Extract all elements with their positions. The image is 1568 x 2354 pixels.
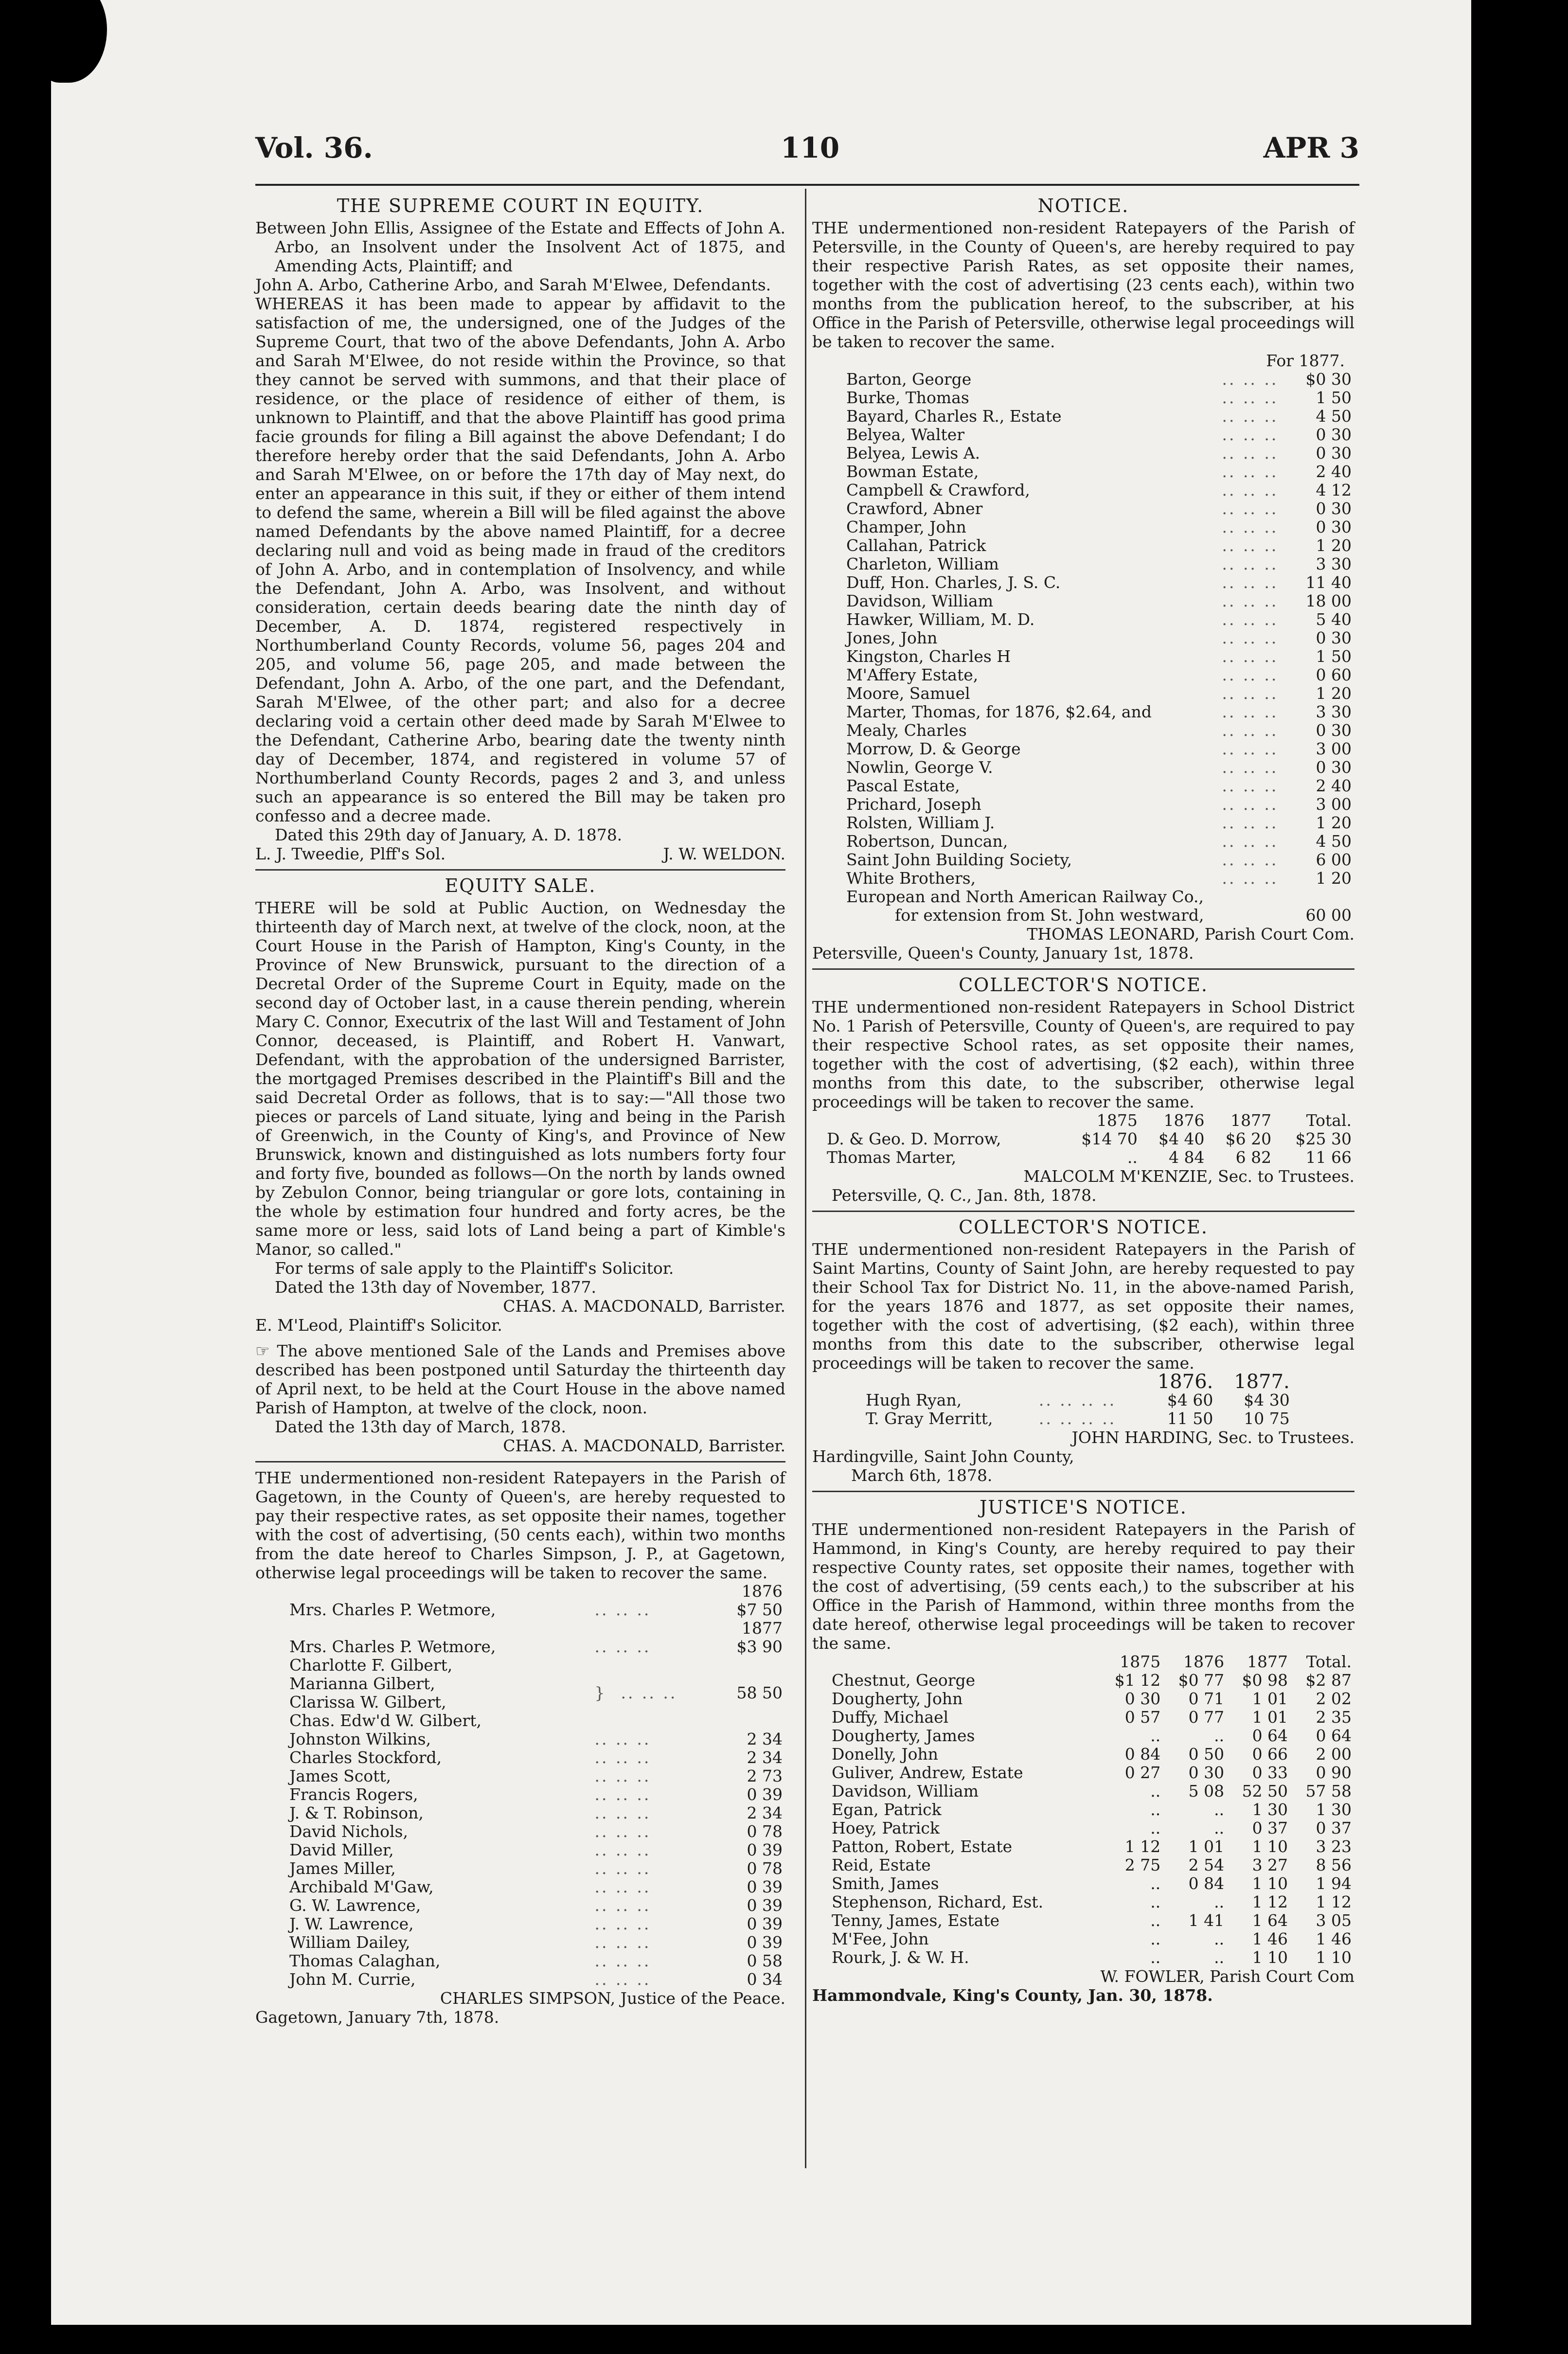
table-row: Egan, Patrick .. .. 1 30 1 30 [832,1800,1352,1819]
commissioner-signature: THOMAS LEONARD, Parish Court Com. [1027,925,1354,944]
table-row: Davidson, William .. .. .. 18 00 [846,591,1352,610]
volume-label: Vol. 36. [255,131,373,164]
table-row: Johnston Wilkins, .. .. .. 2 34 [289,1730,783,1748]
section-rule [255,869,785,871]
table-row: for extension from St. John westward, 60 00 [895,906,1352,925]
section-title: JUSTICE'S NOTICE. [980,1497,1187,1518]
section-title: NOTICE. [1037,195,1129,216]
table-row: John M. Currie, .. .. .. 0 34 [289,1970,783,1989]
table-row: David Nichols, .. .. .. 0 78 [289,1822,783,1841]
secretary-signature: JOHN HARDING, Sec. to Trustees. [1071,1428,1354,1447]
commissioner-signature: W. FOWLER, Parish Court Com [1100,1967,1354,1986]
dated-line: Hammondvale, King's County, Jan. 30, 1878. [812,1986,1213,2005]
table-row: Hugh Ryan, .. .. .. .. $4 60 $4 30 [866,1391,1290,1409]
table-row: G. W. Lawrence, .. .. .. 0 39 [289,1896,783,1915]
newspaper-page [51,0,1471,2325]
table-row: Dougherty, James .. .. 0 64 0 64 [832,1726,1352,1745]
table-row: Kingston, Charles H .. .. .. 1 50 [846,647,1352,666]
table-row: Marianna Gilbert, [289,1674,435,1693]
table-row: Moore, Samuel .. .. .. 1 20 [846,684,1352,703]
justice-signature: CHARLES SIMPSON, Justice of the Peace. [440,1989,785,2008]
county-rates-table [812,1653,1354,1967]
notice-body: THE undermentioned non-resident Ratepayers in School District No. 1 Parish of Petersville, County of Queen's, are required to pay their respective School rates, as set opposite their names, together with the cost of advertising, ($2 each), within three months from this date, to the subscriber, otherwise legal proceedings will be taken to recover the same. [812,998,1354,1111]
table-row: Rolsten, William J. .. .. .. 1 20 [846,813,1352,832]
table-row: Hoey, Patrick .. .. 0 37 0 37 [832,1819,1352,1837]
secretary-signature: MALCOLM M'KENZIE, Sec. to Trustees. [1023,1167,1354,1186]
table-row: James Miller, .. .. .. 0 78 [289,1859,783,1878]
torn-corner [51,0,107,83]
barrister-name: CHAS. A. MACDONALD, Barrister. [503,1297,785,1316]
table-row: Duff, Hon. Charles, J. S. C. .. .. .. 11 40 [846,573,1352,592]
table-row: Callahan, Patrick .. .. .. 1 20 [846,536,1352,555]
table-row: Thomas Calaghan, .. .. .. 0 58 [289,1951,783,1970]
right-column [812,194,1354,2005]
solicitor-name: L. J. Tweedie, Plff's Sol. [255,844,446,863]
table-row: Morrow, D. & George .. .. .. 3 00 [846,739,1352,758]
dated-line: Gagetown, January 7th, 1878. [255,2008,499,2027]
table-row: Chestnut, George $1 12 $0 77 $0 98 $2 87 [832,1671,1352,1690]
table-row: Clarissa W. Gilbert, [289,1693,446,1712]
dated-line: Dated the 13th day of November, 1877. [275,1278,597,1297]
table-row: Mealy, Charles .. .. .. 0 30 [846,721,1352,740]
table-row: Tenny, James, Estate .. 1 41 1 64 3 05 [832,1911,1352,1930]
table-row: Marter, Thomas, for 1876, $2.64, and .. .. .. 3 30 [846,702,1352,721]
dated-line: Dated the 13th day of March, 1878. [275,1417,566,1436]
table-row: Charleton, William .. .. .. 3 30 [846,554,1352,573]
section-title: COLLECTOR'S NOTICE. [959,974,1208,996]
page-header [255,131,1359,175]
gagetown-notice [255,1468,785,2027]
ratepayer-table [255,1582,785,1989]
equity-sale-notice [255,876,785,1455]
issue-date: APR 3 [1263,131,1359,164]
notice-body: THE undermentioned non-resident Ratepayers in the Parish of Saint Martins, County of Saint John, are hereby requested to pay their School Tax for District No. 11, in the above-named Parish, for the years 1876 and 1877, as set opposite their names, together with the cost of advertising, ($2 each), within three months from this date to the subscriber, otherwise legal proceedings will be taken to recover the same. [812,1240,1354,1373]
section-rule [812,1491,1354,1492]
notice-body: WHEREAS it has been made to appear by affidavit to the satisfaction of me, the undersigned, one of the Judges of the Supreme Court, that two of the above Defendants, John A. Arbo and Sarah M'Elwee, do not reside within the Province, so that they cannot be served with summons, and that their place of residence, or the place of residence of either of them, is unknown to Plaintiff, and that the above Plaintiff has good prima facie grounds for filing a Bill against the above Defendant; I do therefore hereby order that the said Defendants, John A. Arbo and Sarah M'Elwee, on or before the 17th day of May next, do enter an appearance in this suit, if they or either of them intend to defend the same, wherein a Bill will be filed against the above named Defendants by the above named Plaintiff, for a decree declaring null and void as being made in fraud of the creditors of John A. Arbo, and in contemplation of Insolvency, and while the Defendant, John A. Arbo, was Insolvent, and without consideration, certain deeds bearing date the ninth day of December, A. D. 1874, registered respectively in Northumberland County Records, volume 56, pages 204 and 205, and volume 56, page 205, and made between the Defendant, John A. Arbo, of the one part, and the Defendant, Sarah M'Elwee, of the other part; and also for a decree declaring void a certain other deed made by Sarah M'Elwee to the Defendant, Catherine Arbo, bearing date the twenty ninth day of December, 1874, and registered in volume 57 of Northumberland County Records, pages 2 and 3, and unless such an appearance is so entered the Bill may be taken pro confesso and a decree made. [255,294,785,825]
header-rule [255,184,1359,186]
column-divider [805,189,806,2168]
notice-body: THERE will be sold at Public Auction, on Wednesday the thirteenth day of March next, at twelve of the clock, noon, at the Court House in the Parish of Hampton, King's County, in the Province of New Brunswick, pursuant to the direction of a Decretal Order of the Supreme Court in Equity, made on the second day of October last, in a cause therein pending, wherein Mary C. Connor, Executrix of the last Will and Testament of John Connor, deceased, is Plaintiff, and Robert H. Vanwart, Defendant, with the approbation of the undersigned Barrister, the mortgaged Premises described in the Plaintiff's Bill and the said Decretal Order as follows, that is to say:—"All those two pieces or parcels of Land situate, lying and being in the Parish of Greenwich, in the County of King's, and Province of New Brunswick, known and distinguished as lots numbers forty four and forty five, bounded as follows—On the north by lands owned by Zebulon Connor, being triangular or gore lots, containing in the whole by estimation four hundred and forty acres, be the same more or less, said lots of Land being a part of Kimble's Manor, so called." [255,898,785,1259]
table-row: Bowman Estate, .. .. .. 2 40 [846,462,1352,481]
dated-line: Petersville, Q. C., Jan. 8th, 1878. [832,1186,1097,1205]
table-row: Burke, Thomas .. .. .. 1 50 [846,388,1352,407]
parties-line: John A. Arbo, Catherine Arbo, and Sarah M'Elwee, Defendants. [255,275,771,294]
school-tax-table [832,1373,1293,1428]
table-row: James Scott, .. .. .. 2 73 [289,1766,783,1785]
table-row: Donelly, John 0 84 0 50 0 66 2 00 [832,1745,1352,1764]
table-row: European and North American Railway Co., [846,887,1204,906]
table-row: Mrs. Charles P. Wetmore, .. .. .. $7 50 [289,1600,783,1619]
table-row: Charles Stockford, .. .. .. 2 34 [289,1748,783,1767]
table-row: Davidson, William .. 5 08 52 50 57 58 [832,1782,1352,1801]
year-header: 1877 [742,1619,783,1638]
dated-line: Hardingville, Saint John County, [812,1447,1074,1466]
table-row: Crawford, Abner .. .. .. 0 30 [846,499,1352,518]
section-title: THE SUPREME COURT IN EQUITY. [337,195,704,216]
postponement-note: ☞ The above mentioned Sale of the Lands and Premises above described has been postponed until Saturday the thirteenth day of April next, to be held at the Court House in the above named Parish of Hampton, at twelve of the clock, noon. [255,1341,785,1417]
signature-line [255,844,785,863]
dated-line: Dated this 29th day of January, A. D. 1878. [275,825,623,844]
table-row: Rourk, J. & W. H. .. .. 1 10 1 10 [832,1948,1352,1967]
table-row: William Dailey, .. .. .. 0 39 [289,1933,783,1952]
year-header: For 1877. [1266,351,1345,370]
section-title: EQUITY SALE. [445,875,596,896]
table-row: Belyea, Walter .. .. .. 0 30 [846,425,1352,444]
table-row: White Brothers, .. .. .. 1 20 [846,869,1352,888]
barrister-name: CHAS. A. MACDONALD, Barrister. [503,1436,785,1455]
table-row: Jones, John .. .. .. 0 30 [846,628,1352,647]
section-title: COLLECTOR'S NOTICE. [959,1216,1208,1238]
table-row: Saint John Building Society, .. .. .. 6 00 [846,850,1352,869]
table-row: Pascal Estate, .. .. .. 2 40 [846,776,1352,795]
dated-line: March 6th, 1878. [851,1466,993,1485]
year-header: 1876 [742,1582,783,1601]
solicitor-name: E. M'Leod, Plaintiff's Solicitor. [255,1316,502,1335]
table-row: Hawker, William, M. D. .. .. .. 5 40 [846,610,1352,629]
table-row: Stephenson, Richard, Est. .. .. 1 12 1 12 [832,1892,1352,1911]
table-row: Francis Rogers, .. .. .. 0 39 [289,1785,783,1804]
table-header: 1876. 1877. [1157,1371,1290,1393]
collector-notice-1 [812,976,1354,1205]
notice-body: THE undermentioned non-resident Ratepayers of the Parish of Petersville, in the County of Queen's, are hereby required to pay their respective Parish Rates, as set opposite their names, together with the cost of advertising (23 cents each), within two months from the publication hereof, to the subscriber, at his Office in the Parish of Petersville, otherwise legal proceedings will be taken to recover the same. [812,218,1354,351]
table-row: M'Affery Estate, .. .. .. 0 60 [846,665,1352,684]
table-row: Reid, Estate 2 75 2 54 3 27 8 56 [832,1855,1352,1874]
petersville-notice [812,196,1354,963]
table-row: Duffy, Michael 0 57 0 77 1 01 2 35 [832,1708,1352,1727]
table-row: Prichard, Joseph .. .. .. 3 00 [846,795,1352,814]
dated-line: Petersville, Queen's County, January 1st, 1878. [812,944,1194,963]
left-column [255,194,785,2027]
notice-body: THE undermentioned non-resident Ratepayers in the Parish of Hammond, in King's County, are hereby required to pay their respective County rates, set opposite their names, together with the cost of advertising, (59 cents each,) to the subscriber at his Office in the Parish of Hammond, within three months from the date hereof, otherwise legal proceedings will be taken to recover the same. [812,1520,1354,1653]
judge-name: J. W. WELDON. [663,844,785,863]
table-row: Smith, James .. 0 84 1 10 1 94 [832,1874,1352,1893]
section-rule [812,968,1354,970]
table-row: Thomas Marter, .. 4 84 6 82 11 66 [827,1148,1352,1167]
table-row: Barton, George .. .. .. $0 30 [846,370,1352,389]
table-row: Campbell & Crawford, .. .. .. 4 12 [846,481,1352,499]
notice-body: THE undermentioned non-resident Ratepayers in the Parish of Gagetown, in the County of Queen's, are hereby requested to pay their respective rates, as set opposite their names, together with the cost of advertising, (50 cents each), within two months from the date hereof to Charles Simpson, J. P., at Gagetown, otherwise legal proceedings will be taken to recover the same. [255,1468,785,1582]
table-row: Mrs. Charles P. Wetmore, .. .. .. $3 90 [289,1637,783,1656]
table-row: J. W. Lawrence, .. .. .. 0 39 [289,1914,783,1933]
school-rates-table [812,1111,1354,1167]
section-rule [812,1211,1354,1212]
supreme-court-notice [255,196,785,863]
page-number: 110 [781,131,840,164]
table-row: Dougherty, John 0 30 0 71 1 01 2 02 [832,1689,1352,1708]
section-rule [255,1461,785,1462]
table-header: 1875 1876 1877 Total. [1096,1111,1352,1130]
table-row: Patton, Robert, Estate 1 12 1 01 1 10 3 23 [832,1837,1352,1856]
table-row: Guliver, Andrew, Estate 0 27 0 30 0 33 0 90 [832,1763,1352,1782]
table-row: M'Fee, John .. .. 1 46 1 46 [832,1929,1352,1948]
parties-line: Between John Ellis, Assignee of the Estate and Effects of John A. Arbo, an Insolvent under the Insolvent Act of 1875, and Amending Acts, Plaintiff; and [255,218,785,275]
justice-notice [812,1498,1354,2005]
table-row: Chas. Edw'd W. Gilbert, [289,1711,482,1730]
table-row: T. Gray Merritt, .. .. .. .. 11 50 10 75 [866,1409,1290,1428]
collector-notice-2 [812,1218,1354,1485]
table-row: Champer, John .. .. .. 0 30 [846,517,1352,536]
ratepayer-table [812,370,1354,925]
table-row: D. & Geo. D. Morrow, $14 70 $4 40 $6 20 $25 30 [827,1129,1352,1148]
terms-line: For terms of sale apply to the Plaintiff's Solicitor. [275,1259,674,1278]
table-header: 1875 1876 1877 Total. [1120,1652,1352,1671]
table-row: Archibald M'Gaw, .. .. .. 0 39 [289,1877,783,1896]
table-row: Charlotte F. Gilbert, } .. .. .. 58 50 [289,1656,783,1702]
table-row: J. & T. Robinson, .. .. .. 2 34 [289,1803,783,1822]
table-row: Bayard, Charles R., Estate .. .. .. 4 50 [846,407,1352,426]
table-row: Belyea, Lewis A. .. .. .. 0 30 [846,444,1352,463]
table-row: Robertson, Duncan, .. .. .. 4 50 [846,832,1352,851]
table-row: David Miller, .. .. .. 0 39 [289,1840,783,1859]
table-row: Nowlin, George V. .. .. .. 0 30 [846,758,1352,777]
